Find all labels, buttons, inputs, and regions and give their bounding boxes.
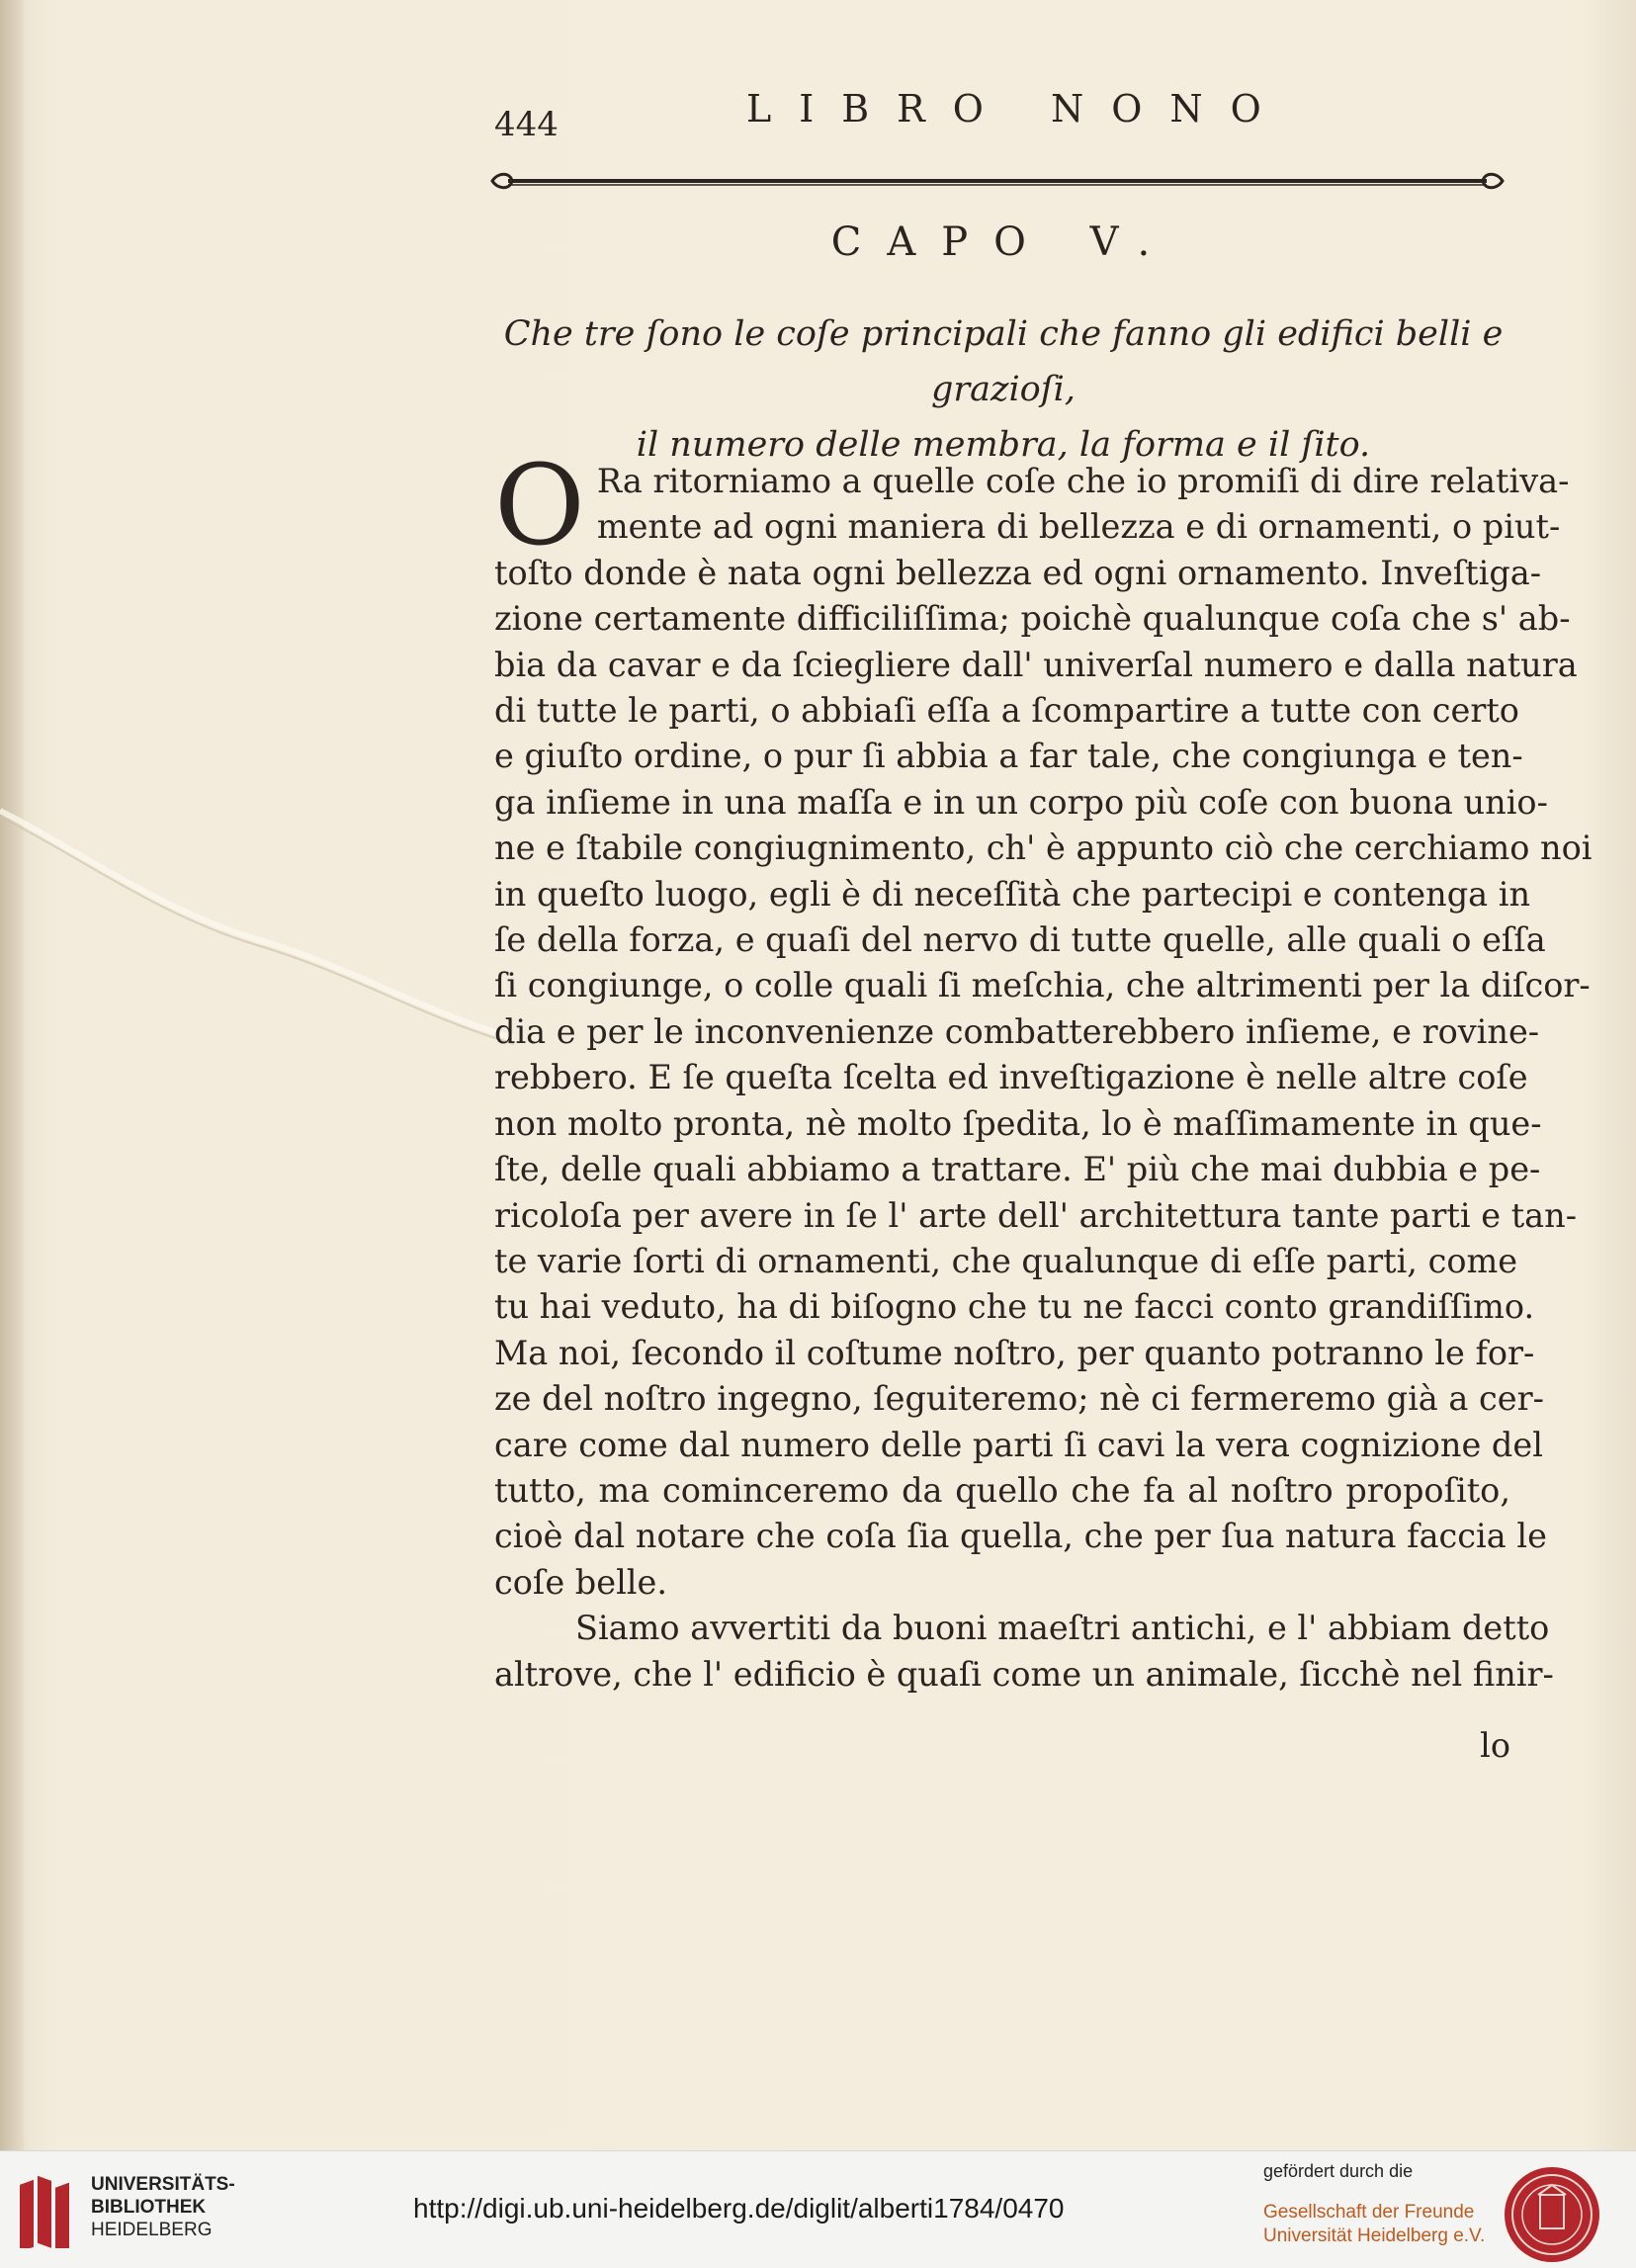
text-line: Ma noi, ſecondo il coſtume noſtro, per quanto potranno le for-	[494, 1333, 1535, 1372]
text-line: mente ad ogni maniera di bellezza e di ornamenti, o piut-	[596, 507, 1561, 547]
chapter-title: CAPO V.	[830, 219, 1176, 265]
text-line: di tutte le parti, o abbiaſi eſſa a ſcompartire a tutte con certo	[494, 691, 1519, 731]
library-name-line: UNIVERSITÄTS-	[91, 2174, 235, 2195]
text-line: tu hai veduto, ha di biſogno che tu ne facci conto grandiſſimo.	[494, 1287, 1535, 1327]
text-line: Ra ritorniamo a quelle coſe che io promiſi di dire relativa-	[596, 462, 1570, 500]
chapter-subtitle	[494, 306, 1512, 473]
text-line: e giuſto ordine, o pur ſi abbia a far tale, che congiunga e ten-	[494, 737, 1523, 776]
text-line: ne e ſtabile congiugnimento, ch' è appunto ciò che cerchiamo noi	[494, 829, 1593, 868]
text-line: ga inſieme in una maſſa e in un corpo più coſe con buona unio-	[494, 782, 1548, 822]
sponsor-name	[1263, 2201, 1485, 2248]
university-seal-icon	[1503, 2165, 1601, 2264]
library-name	[91, 2173, 235, 2241]
university-library-logo-icon	[14, 2165, 75, 2248]
text-line: non molto pronta, nè molto ſpedita, lo è maſſimamente in que-	[494, 1103, 1542, 1143]
paper-crease	[0, 791, 514, 1048]
running-head: LIBRO NONO	[746, 87, 1289, 131]
catchword: lo	[1480, 1726, 1510, 1765]
page-number: 444	[494, 105, 559, 144]
text-line: Siamo avvertiti da buoni maeſtri antichi, e l' abbiam detto	[575, 1609, 1550, 1648]
library-name-line: HEIDELBERG	[91, 2220, 213, 2240]
permalink-url[interactable]: http://digi.ub.uni-heidelberg.de/diglit/alberti1784/0470	[413, 2193, 1065, 2224]
text-line: rebbero. E ſe queſta ſcelta ed inveſtigazione è nelle altre coſe	[494, 1058, 1528, 1097]
text-line: care come dal numero delle parti ſi cavi la vera cognizione del	[494, 1425, 1543, 1464]
text-line: cioè dal notare che coſa ſia quella, che per ſua natura faccia le	[494, 1517, 1547, 1556]
library-name-line: BIBLIOTHEK	[91, 2197, 207, 2218]
text-line: in queſto luogo, egli è di neceſſità che partecipi e contenga in	[494, 874, 1531, 914]
text-line: te varie ſorti di ornamenti, che qualunque di eſſe parti, come	[494, 1241, 1518, 1280]
drop-capital: O	[494, 442, 585, 570]
sponsor-caption: gefördert durch die	[1263, 2161, 1414, 2181]
text-line: toſto donde è nata ogni bellezza ed ogni ornamento. Inveſtiga-	[494, 553, 1542, 592]
text-line: tutto, ma cominceremo da quello che fa al noſtro propoſito,	[494, 1470, 1510, 1510]
digitization-footer	[0, 2150, 1636, 2268]
text-line: coſe belle.	[494, 1562, 667, 1602]
text-line: dia e per le inconvenienze combatterebbero inſieme, e rovine-	[494, 1011, 1540, 1051]
page-edge	[0, 0, 24, 2150]
text-line: ſe della forza, e quaſi del nervo di tutte quelle, alle quali o eſſa	[494, 920, 1546, 960]
text-line: altrove, che l' edificio è quaſi come un animale, ſicchè nel finir-	[494, 1654, 1554, 1694]
sponsor-name-line: Gesellschaft der Freunde	[1263, 2202, 1475, 2223]
text-line: zione certamente difficiliſſima; poichè qualunque coſa che s' ab-	[494, 599, 1571, 639]
subtitle-line: Che tre ſono le coſe principali che fanno gli edifici belli e grazioſi,	[503, 314, 1504, 409]
subtitle-line: il numero delle membra, la forma e il ſito.	[636, 425, 1371, 465]
page-header	[494, 87, 1503, 146]
text-line: ze del noſtro ingegno, ſeguiteremo; nè ci fermeremo già a cer-	[494, 1379, 1544, 1419]
text-line: ricoloſa per avere in ſe l' arte dell' architettura tante parti e tan-	[494, 1195, 1578, 1235]
text-line: ſte, delle quali abbiamo a trattare. E' più che mai dubbia e pe-	[494, 1150, 1541, 1189]
sponsor-name-line: Universität Heidelberg e.V.	[1263, 2225, 1486, 2246]
text-line: bia da cavar e da ſciegliere dall' univerſal numero e dalla natura	[494, 645, 1578, 684]
decorative-rule	[488, 166, 1507, 196]
text-line: ſi congiunge, o colle quali ſi meſchia, che altrimenti per la diſcor-	[494, 966, 1591, 1005]
